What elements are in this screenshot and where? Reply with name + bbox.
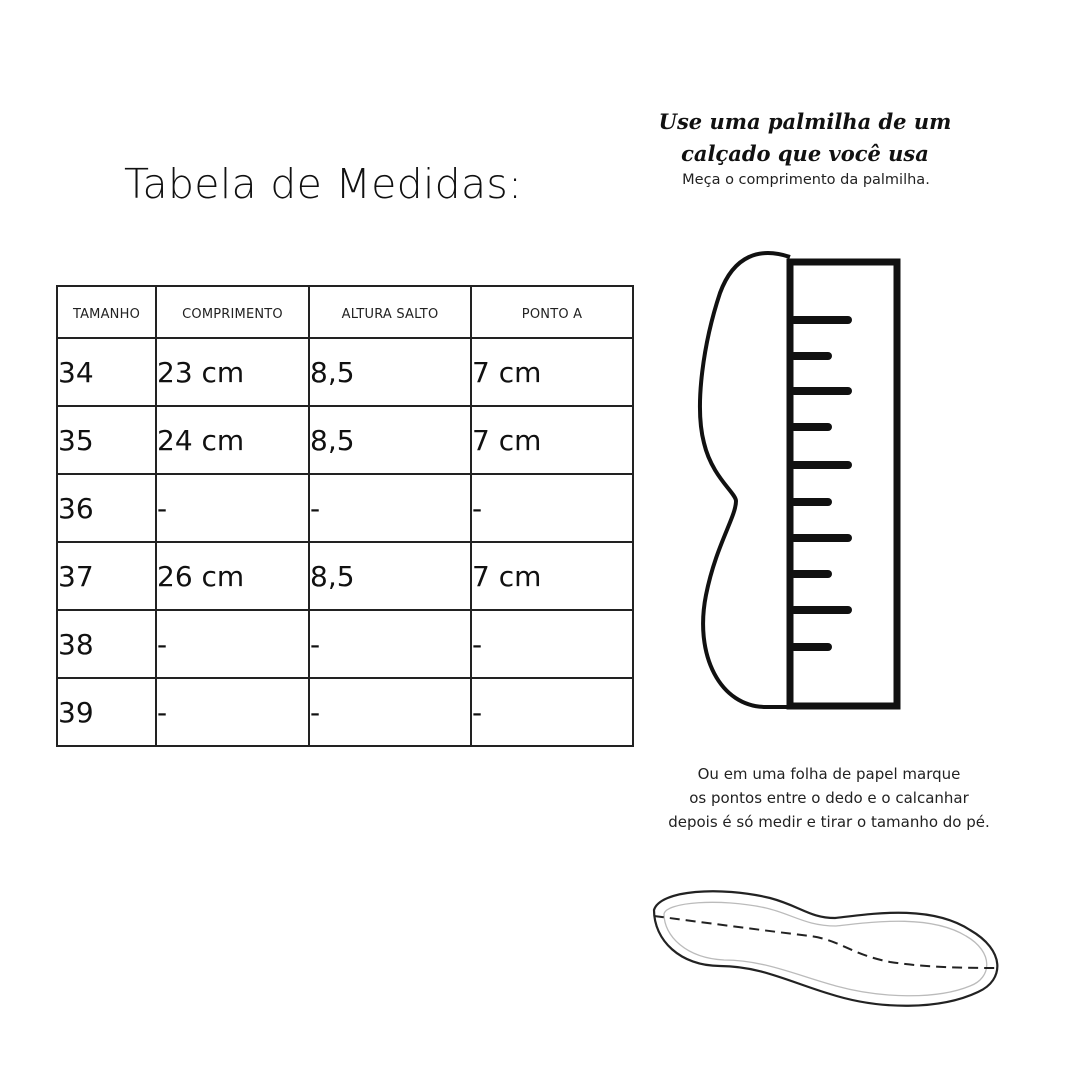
- header-length: COMPRIMENTO: [156, 286, 309, 338]
- table-row: [57, 610, 633, 678]
- cell-heel-height: 8,5: [309, 338, 471, 406]
- instructions-title-line-1: Use uma palmilha de um: [658, 109, 952, 134]
- instructions-title: [640, 106, 970, 170]
- cell-heel-height: -: [309, 678, 471, 746]
- instructions-title-line-2: calçado que você usa: [681, 141, 929, 166]
- insole-ruler-icon: [690, 245, 910, 715]
- cell-size: 34: [57, 338, 156, 406]
- header-heel-height: ALTURA SALTO: [309, 286, 471, 338]
- cell-size: 35: [57, 406, 156, 474]
- cell-point-a: -: [471, 678, 633, 746]
- paper-method-text: [640, 762, 1018, 834]
- cell-point-a: 7 cm: [471, 338, 633, 406]
- cell-point-a: -: [471, 474, 633, 542]
- paper-method-line-2: os pontos entre o dedo e o calcanhar: [689, 789, 969, 807]
- cell-point-a: 7 cm: [471, 542, 633, 610]
- page-title: Tabela de Medidas:: [124, 160, 523, 208]
- cell-length: 24 cm: [156, 406, 309, 474]
- instructions-subtitle: Meça o comprimento da palmilha.: [682, 172, 930, 188]
- cell-heel-height: 8,5: [309, 542, 471, 610]
- cell-length: 26 cm: [156, 542, 309, 610]
- size-table: [56, 285, 634, 747]
- cell-heel-height: -: [309, 474, 471, 542]
- paper-method-line-3: depois é só medir e tirar o tamanho do pé.: [668, 813, 990, 831]
- cell-size: 37: [57, 542, 156, 610]
- table-row: [57, 678, 633, 746]
- table-row: [57, 406, 633, 474]
- cell-point-a: -: [471, 610, 633, 678]
- cell-length: -: [156, 474, 309, 542]
- paper-method-line-1: Ou em uma folha de papel marque: [697, 765, 961, 783]
- table-row: [57, 338, 633, 406]
- table-row: [57, 474, 633, 542]
- cell-heel-height: 8,5: [309, 406, 471, 474]
- cell-length: -: [156, 610, 309, 678]
- table-header-row: [57, 286, 633, 338]
- cell-size: 38: [57, 610, 156, 678]
- cell-length: -: [156, 678, 309, 746]
- cell-length: 23 cm: [156, 338, 309, 406]
- table-row: [57, 542, 633, 610]
- cell-size: 36: [57, 474, 156, 542]
- insole-outline-icon: [640, 880, 1010, 1020]
- cell-heel-height: -: [309, 610, 471, 678]
- cell-size: 39: [57, 678, 156, 746]
- cell-point-a: 7 cm: [471, 406, 633, 474]
- header-size: TAMANHO: [57, 286, 156, 338]
- header-point-a: PONTO A: [471, 286, 633, 338]
